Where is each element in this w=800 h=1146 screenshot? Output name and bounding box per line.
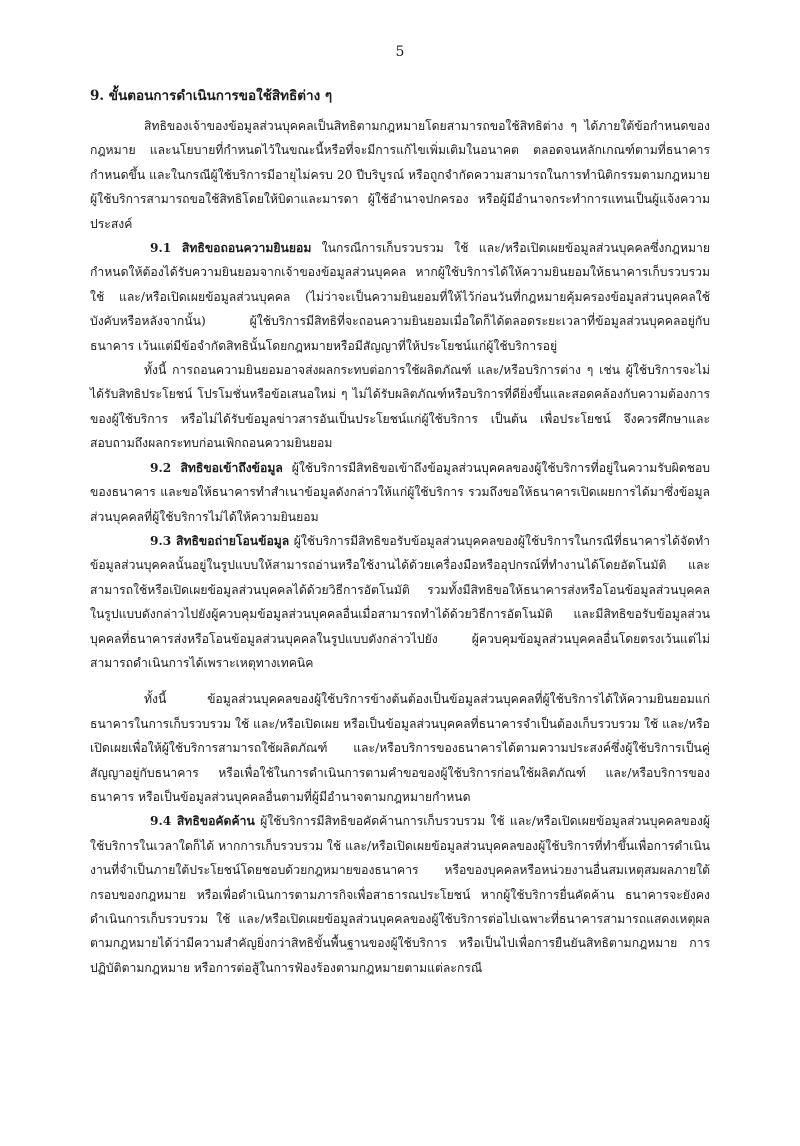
page-number: 5 xyxy=(395,44,405,60)
right-portability-text: ผู้ใช้บริการมีสิทธิขอรับข้อมูลส่วนบุคคลของผู้ใช้บริการในกรณีที่ธนาคารได้จัดทำข้อมูลส่วนบุคคลนั้นอยู่ในรูปแบบให้สามารถอ่านหรือใช้งานได้ด้วยเครื่องมือหรืออุปกรณ์ที่ทำงานได้โดยอัตโนมัติ และสามารถใช้หรือเปิดเผยข้อมูลส่วนบุคคลได้ด้วยวิธีการอัตโนมัติ รวมทั้งมีสิทธิขอให้ธนาคารส่งหรือโอนข้อมูลส่วนบุคคลในรูปแบบดังกล่าวไปยังผู้ควบคุมข้อมูลส่วนบุคคลอื่นเมื่อสามารถทำได้ด้วยวิธีการอัตโนมัติ และมีสิทธิขอรับข้อมูลส่วนบุคคลที่ธนาคารส่งหรือโอนข้อมูลส่วนบุคคลในรูปแบบดังกล่าวไปยัง ผู้ควบคุมข้อมูลส่วนบุคคลอื่นโดยตรงเว้นแต่ไม่สามารถดำเนินการได้เพราะเหตุทางเทคนิค xyxy=(90,533,710,670)
right-portability-paragraph xyxy=(90,529,710,675)
right-object-heading: 9.4 สิทธิขอคัดค้าน xyxy=(150,814,255,829)
section-intro-paragraph: สิทธิของเจ้าของข้อมูลส่วนบุคคลเป็นสิทธิตามกฎหมายโดยสามารถขอใช้สิทธิต่าง ๆ ได้ภายใต้ข้อกำหนดของกฎหมาย และนโยบายที่กำหนดไว้ในขณะนี้หรือที่จะมีการแก้ไขเพิ่มเติมในอนาคต ตลอดจนหลักเกณฑ์ตามที่ธนาคารกำหนดขึ้น และในกรณีผู้ใช้บริการมีอายุไม่ครบ 20 ปีบริบูรณ์ หรือถูกจำกัดความสามารถในการทำนิติกรรมตามกฎหมาย ผู้ใช้บริการสามารถขอใช้สิทธิโดยให้บิดาและมารดา ผู้ใช้อำนาจปกครอง หรือผู้มีอำนาจกระทำการแทนเป็นผู้แจ้งความประสงค์ xyxy=(90,119,710,231)
right-access-paragraph xyxy=(90,456,710,529)
right-access-text: ผู้ใช้บริการมีสิทธิขอเข้าถึงข้อมูลส่วนบุคคลของผู้ใช้บริการที่อยู่ในความรับผิดชอบของธนาคาร และขอให้ธนาคารทำสำเนาข้อมูลดังกล่าวให้แก่ผู้ใช้บริการ รวมถึงขอให้ธนาคารเปิดเผยการได้มาซึ่งข้อมูลส่วนบุคคลที่ผู้ใช้บริการไม่ได้ให้ความยินยอม xyxy=(90,460,710,524)
right-portability-heading: 9.3 สิทธิขอถ่ายโอนข้อมูล xyxy=(150,533,290,548)
right-withdraw-consent-text: ในกรณีการเก็บรวบรวม ใช้ และ/หรือเปิดเผยข้อมูลส่วนบุคคลซึ่งกฎหมายกำหนดให้ต้องได้รับความยินยอมจากเจ้าของข้อมูลส่วนบุคคล หากผู้ใช้บริการได้ให้ความยินยอมให้ธนาคารเก็บรวบรวม ใช้ และ/หรือเปิดเผยข้อมูลส่วนบุคคล (ไม่ว่าจะเป็นความยินยอมที่ให้ไว้ก่อนวันที่กฎหมายคุ้มครองข้อมูลส่วนบุคคลใช้บังคับหรือหลังจากนั้น) ผู้ใช้บริการมีสิทธิที่จะถอนความยินยอมเมื่อใดก็ได้ตลอดระยะเวลาที่ข้อมูลส่วนบุคคลอยู่กับธนาคาร เว้นแต่มีข้อจำกัดสิทธินั้นโดยกฎหมายหรือมีสัญญาที่ให้ประโยชน์แก่ผู้ใช้บริการอยู่ xyxy=(90,241,711,353)
withdraw-consent-note: ทั้งนี้ การถอนความยินยอมอาจส่งผลกระทบต่อการใช้ผลิตภัณฑ์ และ/หรือบริการต่าง ๆ เช่น ผู้ใช้บริการจะไม่ได้รับสิทธิประโยชน์ โปรโมชั่นหรือข้อเสนอใหม่ ๆ ไม่ได้รับผลิตภัณฑ์หรือบริการที่ดียิ่งขึ้นและสอดคล้องกับความต้องการของผู้ใช้บริการ หรือไม่ได้รับข้อมูลข่าวสารอันเป็นประโยชน์แก่ผู้ใช้บริการ เป็นต้น เพื่อประโยชน์ จึงควรศึกษาและสอบถามถึงผลกระทบก่อนเพิกถอนความยินยอม xyxy=(90,363,710,451)
section-title: 9. ขั้นตอนการดำเนินการขอใช้สิทธิต่าง ๆ xyxy=(90,88,333,104)
right-withdraw-consent-heading: 9.1 สิทธิขอถอนความยินยอม xyxy=(150,241,312,256)
document-body xyxy=(90,84,710,980)
right-access-heading: 9.2 สิทธิขอเข้าถึงข้อมูล xyxy=(150,460,283,475)
right-object-paragraph xyxy=(90,809,710,980)
right-object-text: ผู้ใช้บริการมีสิทธิขอคัดค้านการเก็บรวบรวม ใช้ และ/หรือเปิดเผยข้อมูลส่วนบุคคลของผู้ใช้บริการในเวลาใดก็ได้ หากการเก็บรวบรวม ใช้ และ/หรือเปิดเผยข้อมูลส่วนบุคคลของผู้ใช้บริการที่ทำขึ้นเพื่อการดำเนินงานที่จำเป็นภายใต้ประโยชน์โดยชอบด้วยกฎหมายของธนาคาร หรือของบุคคลหรือหน่วยงานอื่นสมเหตุสมผลภายใต้กรอบของกฎหมาย หรือเพื่อดำเนินการตามภารกิจเพื่อสาธารณประโยชน์ หากผู้ใช้บริการยื่นคัดค้าน ธนาคารจะยังคงดำเนินการเก็บรวบรวม ใช้ และ/หรือเปิดเผยข้อมูลส่วนบุคคลของผู้ใช้บริการต่อไปเฉพาะที่ธนาคารสามารถแสดงเหตุผลตามกฎหมายได้ว่ามีความสำคัญยิ่งกว่าสิทธิขั้นพื้นฐานของผู้ใช้บริการ หรือเป็นไปเพื่อการยืนยันสิทธิตามกฎหมาย การปฏิบัติตามกฎหมาย หรือการต่อสู้ในการฟ้องร้องตามกฎหมายตามแต่ละกรณี xyxy=(90,814,711,975)
portability-note: ทั้งนี้ ข้อมูลส่วนบุคคลของผู้ใช้บริการข้างต้นต้องเป็นข้อมูลส่วนบุคคลที่ผู้ใช้บริการได้ให้ความยินยอมแก่ธนาคารในการเก็บรวบรวม ใช้ และ/หรือเปิดเผย หรือเป็นข้อมูลส่วนบุคคลที่ธนาคารจำเป็นต้องเก็บรวบรวม ใช้ และ/หรือเปิดเผยเพื่อให้ผู้ใช้บริการสามารถใช้ผลิตภัณฑ์ และ/หรือบริการของธนาคารได้ตามความประสงค์ซึ่งผู้ใช้บริการเป็นคู่สัญญาอยู่กับธนาคาร หรือเพื่อใช้ในการดำเนินการตามคำขอของผู้ใช้บริการก่อนใช้ผลิตภัณฑ์ และ/หรือบริการของธนาคาร หรือเป็นข้อมูลส่วนบุคคลอื่นตามที่ผู้มีอำนาจตามกฎหมายกำหนด xyxy=(90,692,710,804)
right-withdraw-consent-paragraph xyxy=(90,236,710,358)
